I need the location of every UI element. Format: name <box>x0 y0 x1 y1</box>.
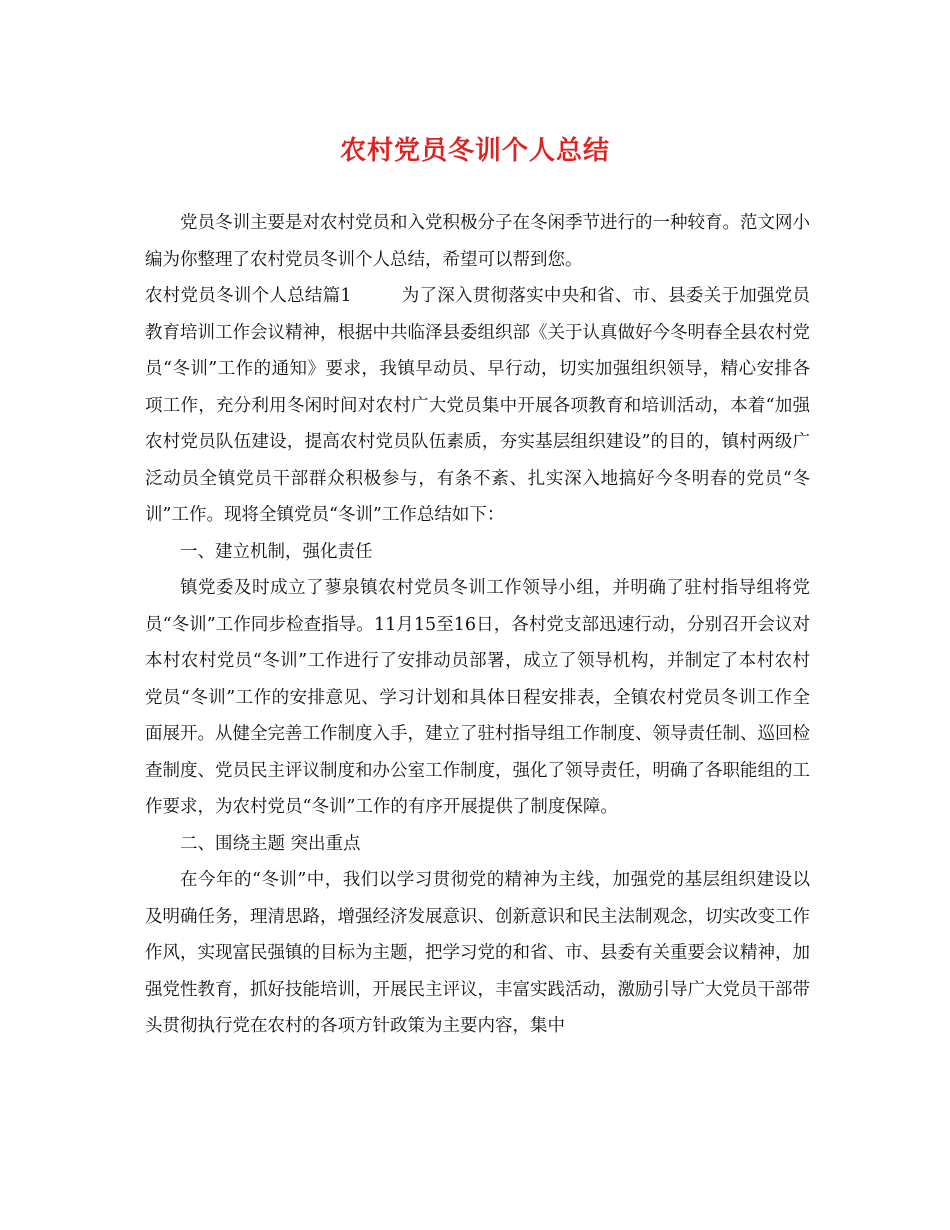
section-2-paragraph: 在今年的“冬训”中，我们以学习贯彻党的精神为主线，加强党的基层组织建设以及明确任务，理清思路，增强经济发展意识、创新意识和民主法制观念，切实改变工作作风，实现富民强镇的目标为主题，把学习党的和省、市、县委有关重要会议精神，加强党性教育，抓好技能培训，开展民主评议，丰富实践活动，激励引导广大党员干部带头贯彻执行党在农村的各项方针政策为主要内容，集中 <box>145 870 810 1036</box>
section-heading-1: 一、建立机制，强化责任 <box>180 541 373 562</box>
section-heading-2: 二、围绕主题 突出重点 <box>180 833 361 854</box>
document-title: 农村党员冬训个人总结 <box>339 136 610 166</box>
document-body <box>145 205 810 1045</box>
article-paragraph <box>145 278 810 534</box>
article-first-text: 为了深入贯彻落实中央和省、市、县委关于加强党员教育培训工作会议精神，根据中共临泽县委组织部《关于认真做好今冬明春全县农村党员“冬训”工作的通知》要求，我镇早动员、早行动，切实加强组织领导，精心安排各项工作，充分利用冬闲时间对农村广大党员集中开展各项教育和培训活动，本着“加强农村党员队伍建设，提高农村党员队伍素质，夯实基层组织建设”的目的，镇村两级广泛动员全镇党员干部群众积极参与，有条不紊、扎实深入地搞好今冬明春的党员“冬训”工作。现将全镇党员“冬训”工作总结如下： <box>145 286 810 525</box>
section-1-paragraph: 镇党委及时成立了蓼泉镇农村党员冬训工作领导小组，并明确了驻村指导组将党员“冬训”工作同步检查指导。11月15至16日，各村党支部迅速行动，分别召开会议对本村农村党员“冬训”工作进行了安排动员部署，成立了领导机构，并制定了本村农村党员“冬训”工作的安排意见、学习计划和具体日程安排表，全镇农村党员冬训工作全面展开。从健全完善工作制度入手，建立了驻村指导组工作制度、领导责任制、巡回检查制度、党员民主评议制度和办公室工作制度，强化了领导责任，明确了各职能组的工作要求，为农村党员“冬训”工作的有序开展提供了制度保障。 <box>145 578 810 817</box>
article-label: 农村党员冬训个人总结篇1 <box>145 286 352 306</box>
intro-paragraph: 党员冬训主要是对农村党员和入党积极分子在冬闲季节进行的一种较育。范文网小编为你整理了农村党员冬训个人总结，希望可以帮到您。 <box>145 213 810 270</box>
